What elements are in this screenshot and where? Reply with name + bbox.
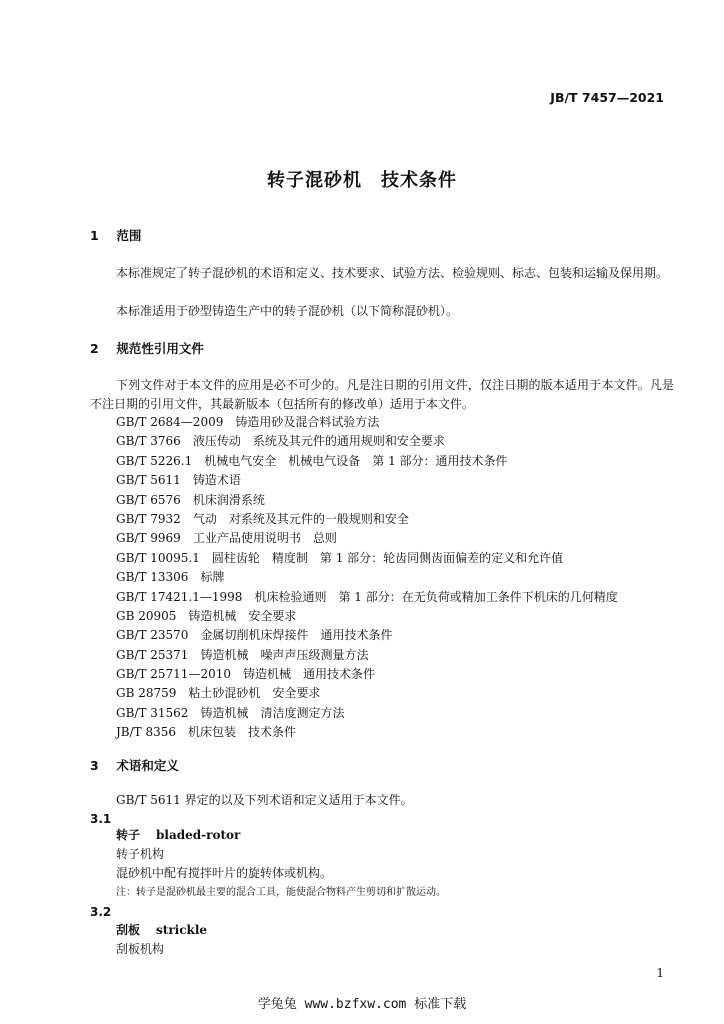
section-title: 范围 bbox=[116, 228, 142, 243]
clause-3-2: 3.2 bbox=[90, 905, 112, 919]
term-zh: 转子 bbox=[116, 828, 141, 842]
section-3-intro: GB/T 5611 界定的以及下列术语和定义适用于本文件。 bbox=[116, 793, 413, 807]
reference-item: GB/T 9969 工业产品使用说明书 总则 bbox=[116, 531, 337, 546]
reference-item: GB/T 10095.1 圆柱齿轮 精度制 第 1 部分：轮齿同侧齿面偏差的定义和允许值 bbox=[116, 550, 564, 565]
standard-number: JB/T 7457—2021 bbox=[550, 90, 664, 105]
term-3-1-note: 注：转子是混砂机最主要的混合工具，能使混合物料产生剪切和扩散运动。 bbox=[116, 887, 446, 898]
reference-item: GB/T 5226.1 机械电气安全 机械电气设备 第 1 部分：通用技术条件 bbox=[116, 453, 508, 468]
section-title: 术语和定义 bbox=[116, 758, 179, 773]
term-3-1-definition: 混砂机中配有搅拌叶片的旋转体或机构。 bbox=[116, 866, 333, 880]
reference-item: GB/T 7932 气动 对系统及其元件的一般规则和安全 bbox=[116, 511, 409, 526]
section-3-heading bbox=[90, 756, 179, 774]
term-3-1-synonym: 转子机构 bbox=[116, 847, 165, 861]
reference-item: GB/T 25711—2010 铸造机械 通用技术条件 bbox=[116, 667, 376, 682]
reference-item: JB/T 8356 机床包装 技术条件 bbox=[116, 725, 297, 740]
term-3-2 bbox=[116, 921, 207, 940]
reference-item: GB/T 13306 标牌 bbox=[116, 570, 225, 585]
term-en: strickle bbox=[156, 923, 208, 937]
term-zh: 刮板 bbox=[116, 923, 141, 937]
reference-item: GB 20905 铸造机械 安全要求 bbox=[116, 608, 297, 623]
reference-item: GB/T 3766 液压传动 系统及其元件的通用规则和安全要求 bbox=[116, 434, 445, 449]
section-number: 3 bbox=[90, 758, 99, 773]
reference-item: GB/T 31562 铸造机械 清洁度测定方法 bbox=[116, 705, 345, 720]
reference-item: GB/T 17421.1—1998 机床检验通则 第 1 部分：在无负荷或精加工条件下机床的几何精度 bbox=[116, 589, 618, 604]
section-2-heading bbox=[90, 339, 204, 357]
term-3-2-synonym: 刮板机构 bbox=[116, 942, 165, 956]
section-number: 1 bbox=[90, 228, 99, 243]
section-1-heading bbox=[90, 226, 141, 244]
reference-item: GB/T 23570 金属切削机床焊接件 通用技术条件 bbox=[116, 628, 393, 643]
document-title: 转子混砂机 技术条件 bbox=[267, 170, 457, 191]
site-footer-watermark: 学兔兔 www.bzfxw.com 标准下载 bbox=[257, 997, 467, 1012]
section-1-paragraph-1: 本标准规定了转子混砂机的术语和定义、技术要求、试验方法、检验规则、标志、包装和运输及保用期。 bbox=[116, 266, 669, 280]
reference-item: GB/T 2684—2009 铸造用砂及混合料试验方法 bbox=[116, 415, 380, 429]
section-2-intro: 下列文件对于本文件的应用是必不可少的。凡是注日期的引用文件，仅注日期的版本适用于本文件。凡是不注日期的引用文件，其最新版本（包括所有的修改单）适用于本文件。 bbox=[90, 378, 674, 411]
reference-item: GB/T 6576 机床润滑系统 bbox=[116, 492, 265, 507]
page-number: 1 bbox=[656, 966, 664, 980]
section-title: 规范性引用文件 bbox=[116, 341, 204, 356]
section-1-paragraph-2: 本标准适用于砂型铸造生产中的转子混砂机（以下简称混砂机）。 bbox=[116, 304, 459, 318]
clause-3-1: 3.1 bbox=[90, 812, 112, 826]
term-en: bladed-rotor bbox=[156, 828, 241, 842]
section-number: 2 bbox=[90, 341, 99, 356]
reference-item: GB 28759 粘土砂混砂机 安全要求 bbox=[116, 686, 321, 701]
reference-item: GB/T 5611 铸造术语 bbox=[116, 473, 241, 488]
term-3-1 bbox=[116, 826, 240, 845]
reference-list bbox=[116, 413, 618, 743]
reference-item: GB/T 25371 铸造机械 噪声声压级测量方法 bbox=[116, 647, 369, 662]
